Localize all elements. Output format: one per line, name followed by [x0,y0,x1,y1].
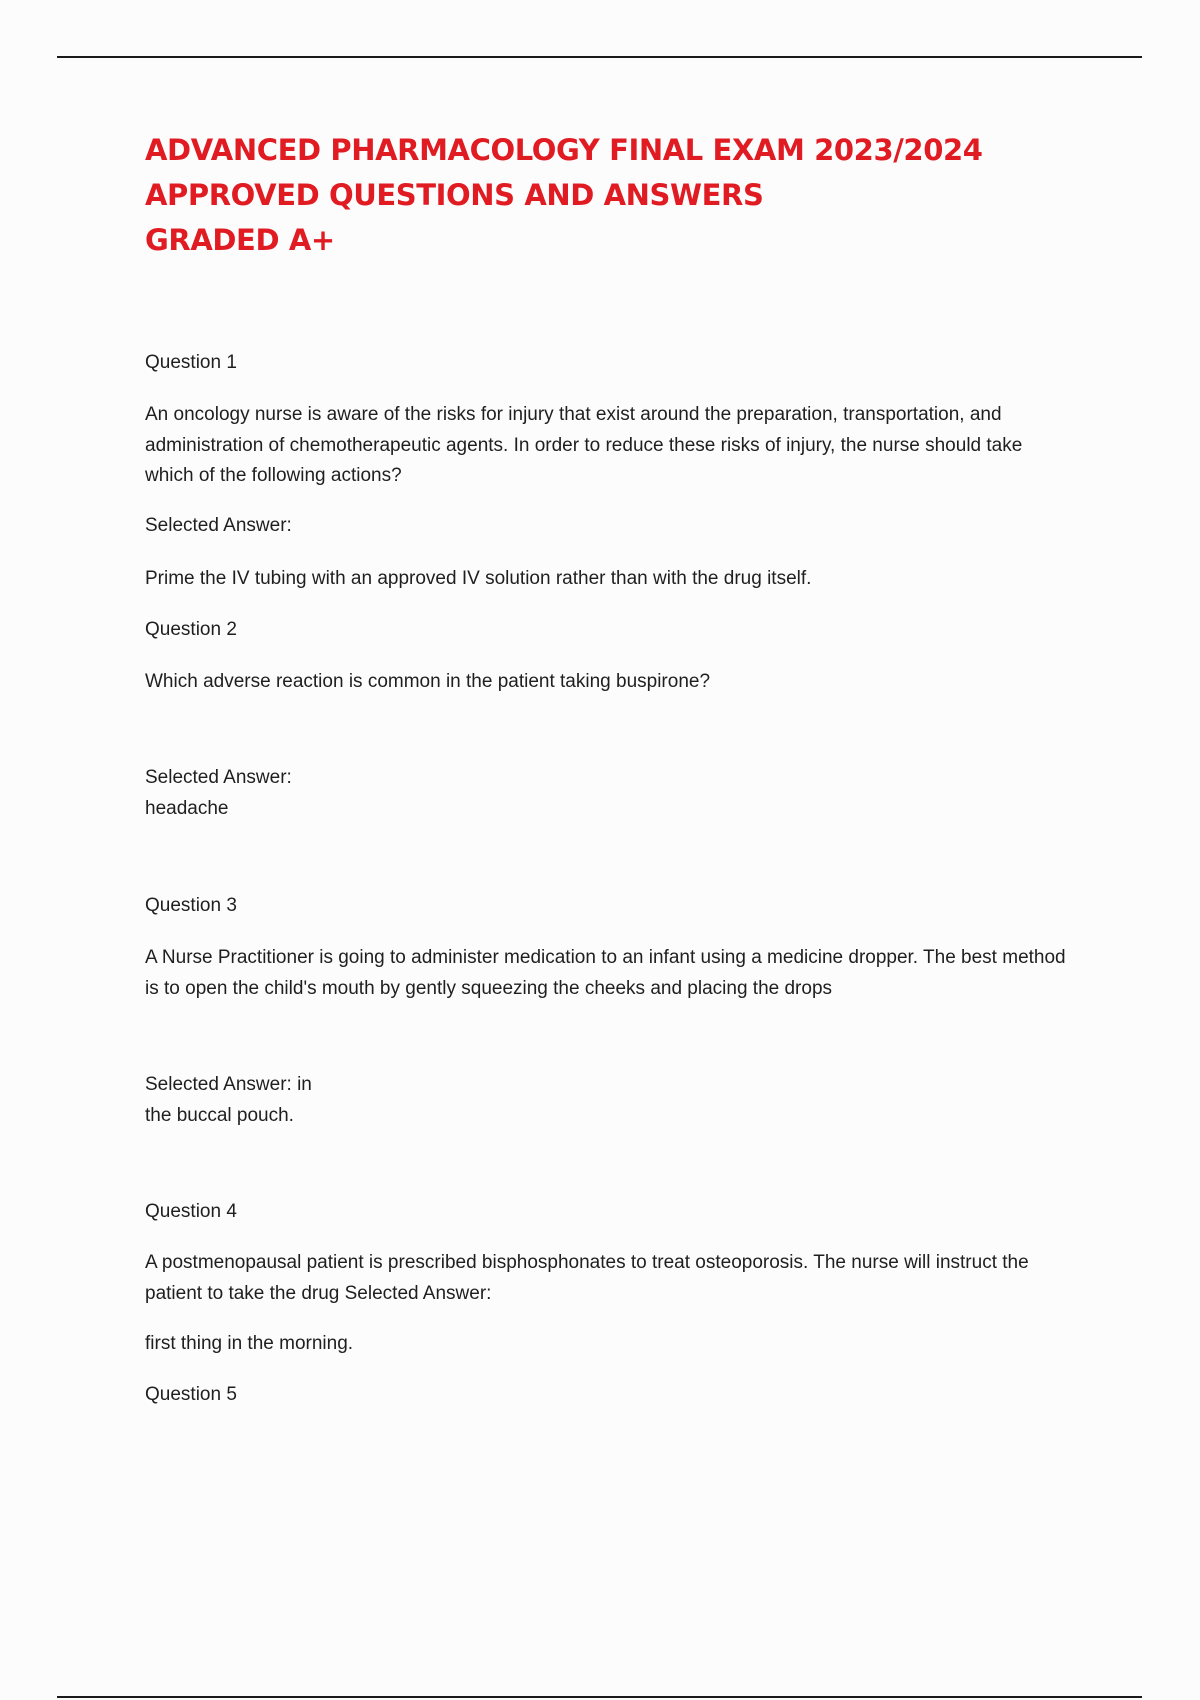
bottom-rule [57,1696,1142,1698]
question-2-label: Question 2 [145,619,237,640]
question-1-text: An oncology nurse is aware of the risks for injury that exist around the preparation, transportation, and administration of chemotherapeutic agents. In order to reduce these risks of injury, the nurse should take which of the following actions? [145,404,1023,486]
question-2-selected-label: Selected Answer: [145,767,292,788]
question-4-answer: first thing in the morning. [145,1333,354,1354]
title-line-2: APPROVED QUESTIONS AND ANSWERS [145,178,764,212]
top-rule [57,56,1142,58]
document-title [145,128,1095,263]
question-2-answer-block [145,763,1075,824]
question-1-answer: Prime the IV tubing with an approved IV solution rather than with the drug itself. [145,568,812,589]
question-3-answer-block [145,1070,1075,1131]
title-line-3: GRADED A+ [145,223,335,257]
title-line-1: ADVANCED PHARMACOLOGY FINAL EXAM 2023/2024 [145,133,983,167]
question-5-label: Question 5 [145,1384,237,1405]
question-3-text: A Nurse Practitioner is going to administer medication to an infant using a medicine dropper. The best method is to open the child's mouth by gently squeezing the cheeks and placing the drops [145,947,1066,999]
question-4-label: Question 4 [145,1201,237,1222]
question-2-answer: headache [145,797,229,819]
question-3-answer: the buccal pouch. [145,1104,294,1126]
question-3-selected-label: Selected Answer: in [145,1074,312,1095]
question-1-label: Question 1 [145,352,237,373]
question-3-label: Question 3 [145,895,237,916]
question-1-selected-label: Selected Answer: [145,515,292,536]
question-4-text: A postmenopausal patient is prescribed bisphosphonates to treat osteoporosis. The nurse will instruct the patient to take the drug Selected Answer: [145,1252,1029,1304]
question-2-text: Which adverse reaction is common in the patient taking buspirone? [145,671,711,692]
